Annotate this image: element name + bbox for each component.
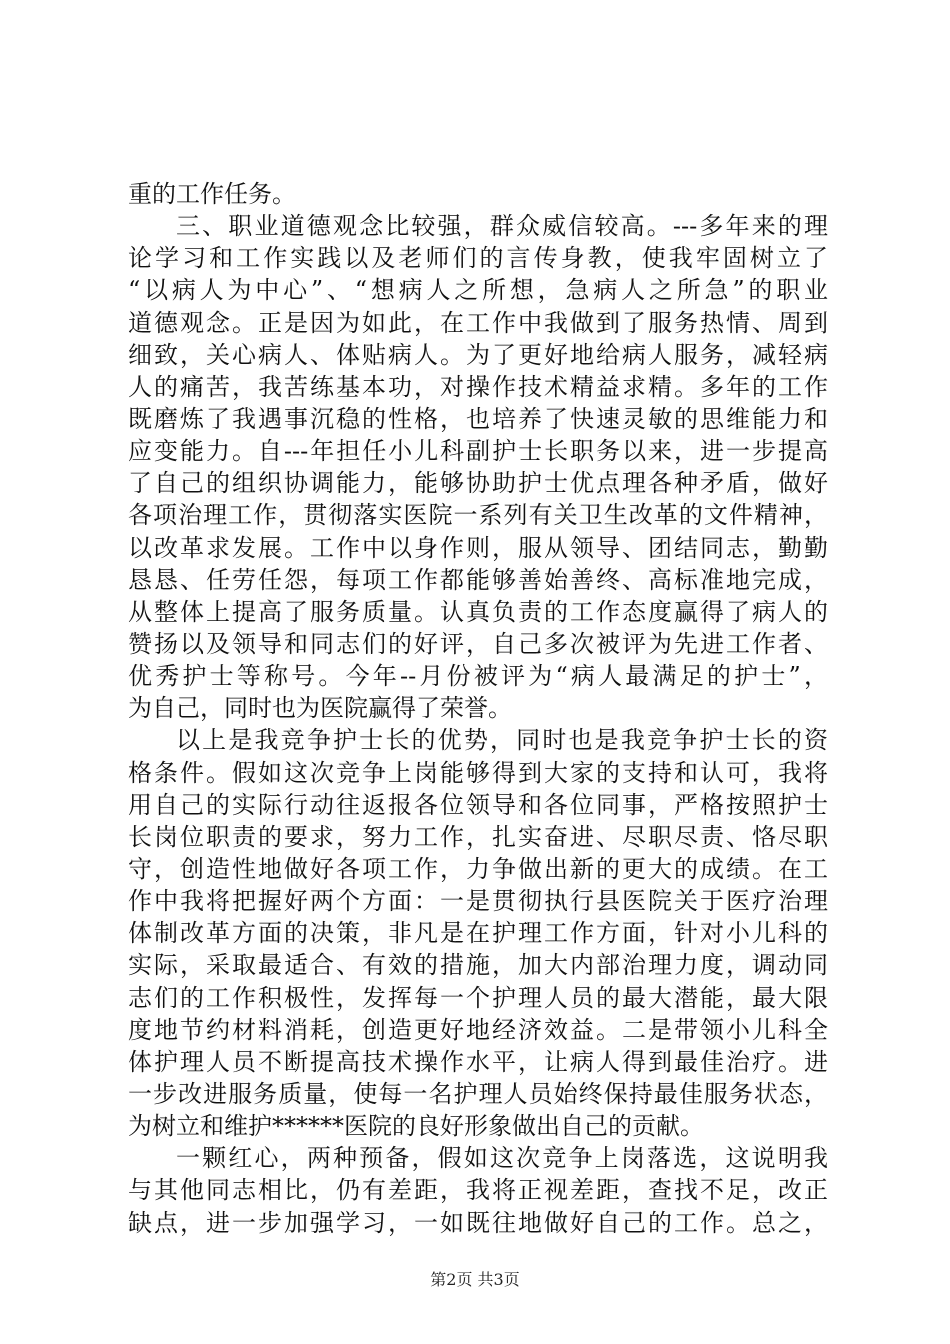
text-line: 各项治理工作，贯彻落实医院一系列有关卫生改革的文件精神， (128, 501, 828, 530)
text-line: 与其他同志相比，仍有差距，我将正视差距，查找不足，改正 (128, 1176, 828, 1205)
text-line: 从整体上提高了服务质量。认真负责的工作态度赢得了病人的 (128, 597, 828, 626)
text-line: 既磨炼了我遇事沉稳的性格，也培养了快速灵敏的思维能力和 (128, 404, 828, 433)
page-number-footer: 第2页 共3页 (430, 1270, 520, 1289)
text-line: 为自己，同时也为医院赢得了荣誉。 (128, 694, 512, 723)
text-line: 一步改进服务质量，使每一名护理人员始终保持最佳服务状态， (128, 1079, 828, 1108)
text-line: 体护理人员不断提高技术操作水平，让病人得到最佳治疗。进 (128, 1047, 828, 1076)
text-line: 用自己的实际行动往返报各位领导和各位同事，严格按照护士 (128, 790, 828, 819)
text-line: 志们的工作积极性，发挥每一个护理人员的最大潜能，最大限 (128, 983, 828, 1012)
text-line: 三、职业道德观念比较强，群众威信较高。---多年来的理 (176, 212, 828, 241)
text-line: 细致，关心病人、体贴病人。为了更好地给病人服务，减轻病 (128, 340, 828, 369)
text-line: 体制改革方面的决策，非凡是在护理工作方面，针对小儿科的 (128, 919, 828, 948)
text-line: 以上是我竞争护士长的优势，同时也是我竞争护士长的资 (176, 726, 828, 755)
text-line: 实际，采取最适合、有效的措施，加大内部治理力度，调动同 (128, 951, 828, 980)
text-line: 赞扬以及领导和同志们的好评，自己多次被评为先进工作者、 (128, 629, 828, 658)
text-line: 恳恳、任劳任怨，每项工作都能够善始善终、高标准地完成， (128, 565, 828, 594)
document-body (128, 178, 828, 1239)
text-line: 为树立和维护******医院的良好形象做出自己的贡献。 (128, 1112, 704, 1141)
text-line: 了自己的组织协调能力，能够协助护士优点理各种矛盾，做好 (128, 469, 828, 498)
text-line: 重的工作任务。 (128, 180, 296, 208)
text-line: 度地节约材料消耗，创造更好地经济效益。二是带领小儿科全 (128, 1015, 828, 1044)
text-line: “以病人为中心”、“想病人之所想，急病人之所急”的职业 (128, 276, 828, 305)
text-line: 长岗位职责的要求，努力工作，扎实奋进、尽职尽责、恪尽职 (128, 822, 828, 851)
text-line: 缺点，进一步加强学习，一如既往地做好自己的工作。总之， (128, 1208, 828, 1237)
text-line: 论学习和工作实践以及老师们的言传身教，使我牢固树立了 (128, 244, 828, 273)
text-line: 守，创造性地做好各项工作，力争做出新的更大的成绩。在工 (128, 854, 828, 883)
text-line: 应变能力。自---年担任小儿科副护士长职务以来，进一步提高 (128, 437, 828, 466)
text-line: 一颗红心，两种预备，假如这次竞争上岗落选，这说明我 (176, 1144, 828, 1173)
text-line: 作中我将把握好两个方面：一是贯彻执行县医院关于医疗治理 (128, 887, 828, 916)
text-line: 以改革求发展。工作中以身作则，服从领导、团结同志，勤勤 (128, 533, 828, 562)
text-line: 格条件。假如这次竞争上岗能够得到大家的支持和认可，我将 (128, 758, 828, 787)
text-line: 人的痛苦，我苦练基本功，对操作技术精益求精。多年的工作 (128, 372, 828, 401)
text-line: 道德观念。正是因为如此，在工作中我做到了服务热情、周到 (128, 308, 828, 337)
text-line: 优秀护士等称号。今年--月份被评为“病人最满足的护士”， (128, 662, 828, 691)
